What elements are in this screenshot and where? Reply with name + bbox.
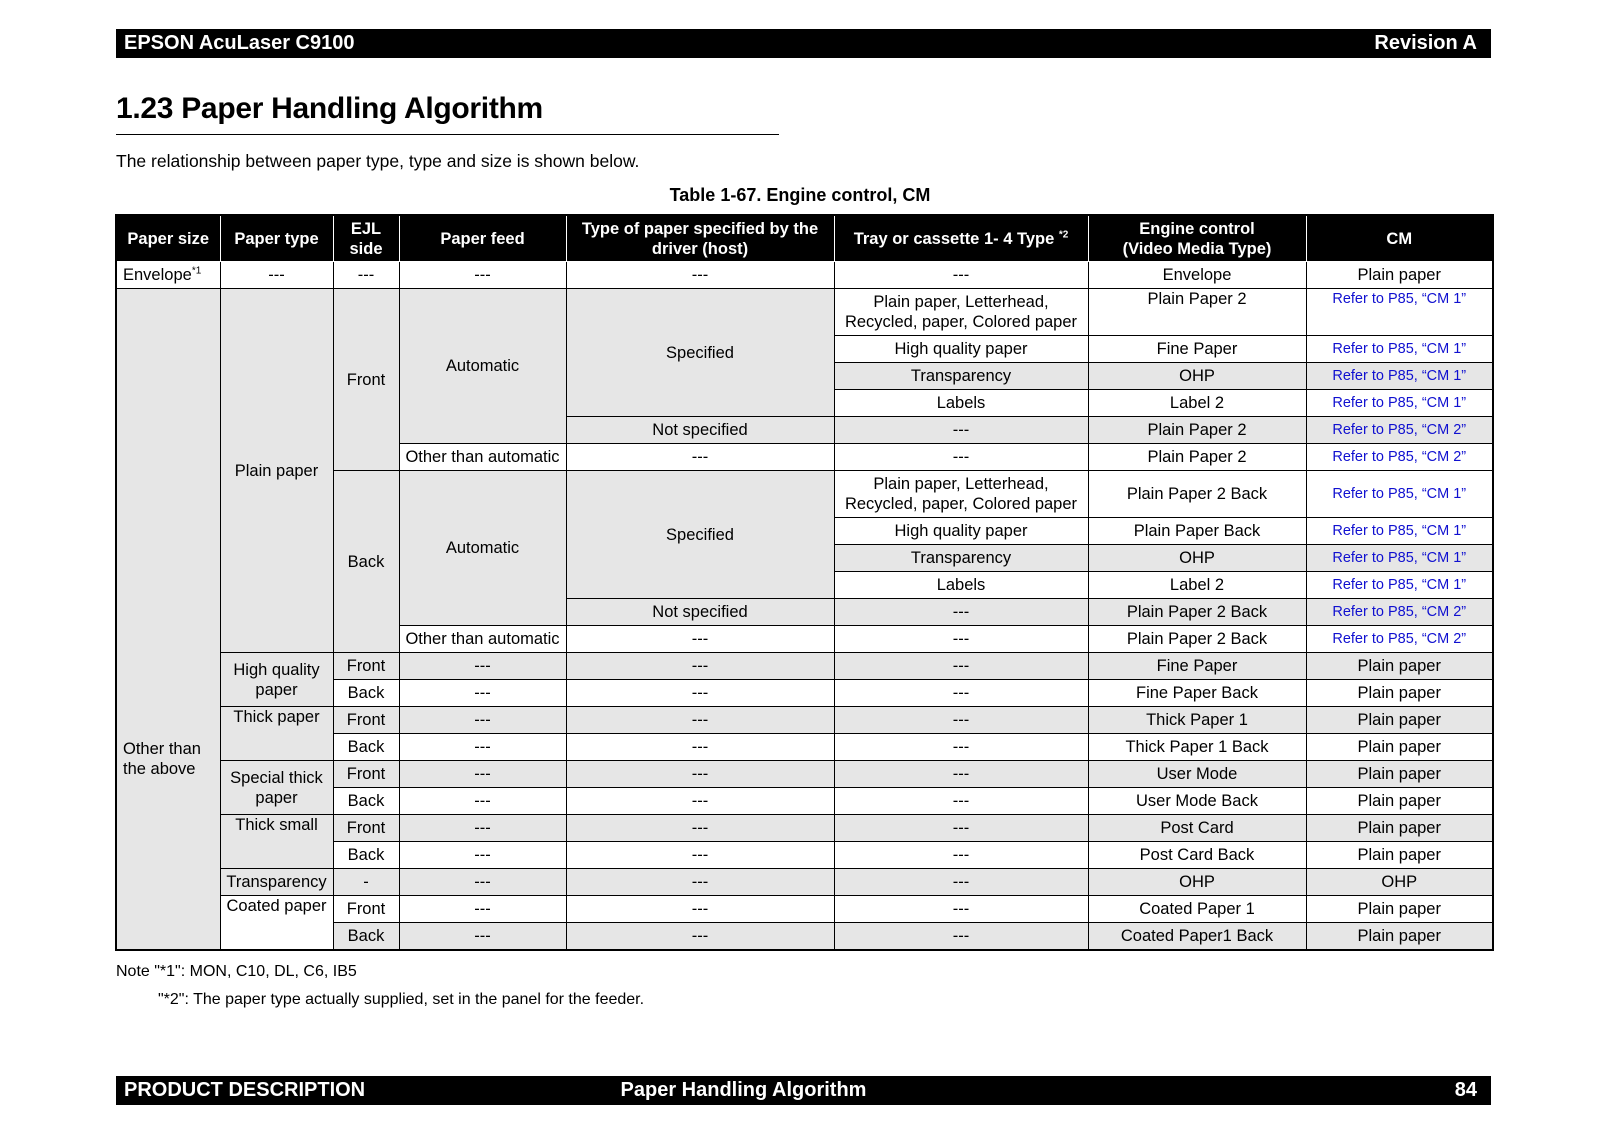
cell-paper-type: Thick small	[220, 815, 333, 869]
footer-section: PRODUCT DESCRIPTION	[124, 1079, 366, 1101]
cell: Thick Paper 1	[1088, 707, 1306, 734]
cell-paper-size	[116, 262, 220, 289]
cell: Plain paper	[1306, 923, 1493, 951]
cell: ---	[566, 869, 834, 896]
cell: Label 2	[1088, 572, 1306, 599]
footer-page-number: 84	[1454, 1079, 1477, 1101]
cm-link[interactable]: Refer to P85, “CM 2”	[1306, 417, 1493, 444]
cm-link[interactable]: Refer to P85, “CM 1”	[1306, 363, 1493, 390]
cell-paper-type-plain: Plain paper	[220, 289, 333, 653]
cell: ---	[566, 842, 834, 869]
cell-text: Special thick	[230, 768, 323, 787]
cell-engine: Plain Paper 2	[1088, 289, 1306, 336]
cell: Coated Paper1 Back	[1088, 923, 1306, 951]
table-row	[116, 869, 1493, 896]
cell-feed-automatic: Automatic	[399, 289, 566, 444]
cm-link[interactable]: Refer to P85, “CM 1”	[1306, 545, 1493, 572]
cell: Transparency	[834, 363, 1088, 390]
cell: Labels	[834, 572, 1088, 599]
cell-text: Recycled, paper, Colored paper	[844, 313, 1078, 331]
cell: ---	[399, 734, 566, 761]
cell: Other than automatic	[399, 444, 566, 471]
cell: Label 2	[1088, 390, 1306, 417]
table-row	[116, 707, 1493, 734]
cell: Labels	[834, 390, 1088, 417]
table-row	[116, 653, 1493, 680]
cell: ---	[399, 788, 566, 815]
table-row	[116, 262, 1493, 289]
cell-paper-type: Transparency	[220, 869, 333, 896]
cell: ---	[834, 444, 1088, 471]
cell: Plain Paper 2	[1088, 444, 1306, 471]
cell-text: High quality	[233, 660, 320, 679]
cell: ---	[566, 626, 834, 653]
cell: Plain paper	[1306, 761, 1493, 788]
cell-tray-plain	[834, 289, 1088, 336]
cell: ---	[566, 734, 834, 761]
cell: ---	[399, 896, 566, 923]
cell: ---	[834, 680, 1088, 707]
cell: ---	[566, 896, 834, 923]
cell: ---	[834, 653, 1088, 680]
cell: Fine Paper Back	[1088, 680, 1306, 707]
header-driver-type	[566, 215, 834, 262]
cell: Plain paper	[1306, 896, 1493, 923]
table-header-row	[116, 215, 1493, 262]
cell-text: the above	[123, 760, 196, 778]
header-tray-sup: *2	[1058, 229, 1069, 240]
cell: Front	[333, 761, 399, 788]
cell: ---	[399, 680, 566, 707]
table-row	[116, 761, 1493, 788]
cell: Back	[333, 734, 399, 761]
cell: Fine Paper	[1088, 653, 1306, 680]
header-ejl-line2: side	[349, 239, 383, 258]
page-title: 1.23 Paper Handling Algorithm	[116, 92, 543, 125]
cell: ---	[566, 761, 834, 788]
cell: Back	[333, 788, 399, 815]
cm-link[interactable]: Refer to P85, “CM 1”	[1306, 572, 1493, 599]
cell-feed-automatic: Automatic	[399, 471, 566, 626]
cell: ---	[399, 262, 566, 289]
cell: Plain Paper 2 Back	[1088, 599, 1306, 626]
cell: High quality paper	[834, 518, 1088, 545]
cm-link[interactable]: Refer to P85, “CM 1”	[1306, 336, 1493, 363]
cell-text: Plain paper, Letterhead,	[873, 475, 1049, 493]
header-cm: CM	[1306, 215, 1493, 262]
cm-link[interactable]: Refer to P85, “CM 1”	[1306, 518, 1493, 545]
cell: OHP	[1088, 545, 1306, 572]
cm-link[interactable]: Refer to P85, “CM 2”	[1306, 444, 1493, 471]
cell: Back	[333, 923, 399, 951]
cell: Plain Paper Back	[1088, 518, 1306, 545]
header-ejl-side	[333, 215, 399, 262]
cell-tray-plain	[834, 471, 1088, 518]
cell: Coated Paper 1	[1088, 896, 1306, 923]
cell: ---	[834, 262, 1088, 289]
cell: ---	[566, 653, 834, 680]
cell: ---	[834, 734, 1088, 761]
header-driver-line2: driver (host)	[651, 239, 749, 258]
table-row	[116, 815, 1493, 842]
cell-text: paper	[255, 680, 298, 699]
cell-text: paper	[255, 788, 298, 807]
cell: ---	[834, 599, 1088, 626]
cell: ---	[399, 761, 566, 788]
cell-paper-type	[220, 761, 333, 815]
cell: Plain paper	[1306, 734, 1493, 761]
cell: Front	[333, 896, 399, 923]
cell: OHP	[1088, 363, 1306, 390]
cell: Post Card	[1088, 815, 1306, 842]
cell-ejl-front: Front	[333, 289, 399, 471]
header-tray-type	[834, 215, 1088, 262]
cell: ---	[834, 417, 1088, 444]
header-driver-line1: Type of paper specified by the	[581, 219, 819, 238]
cell-text: Plain paper, Letterhead,	[873, 293, 1049, 311]
cm-link[interactable]: Refer to P85, “CM 1”	[1306, 471, 1493, 518]
cell-paper-type: Coated paper	[220, 896, 333, 951]
header-product: EPSON AcuLaser C9100	[124, 32, 355, 54]
cell-paper-type: Thick paper	[220, 707, 333, 761]
cell: ---	[399, 842, 566, 869]
cell-text: Other than	[123, 740, 201, 758]
intro-text: The relationship between paper type, type and size is shown below.	[116, 151, 640, 171]
cm-link[interactable]: Refer to P85, “CM 2”	[1306, 599, 1493, 626]
cell-ejl-back: Back	[333, 471, 399, 653]
cell: ---	[834, 842, 1088, 869]
header-paper-type: Paper type	[220, 215, 333, 262]
title-rule	[116, 134, 779, 135]
cell-text: Envelope	[123, 266, 192, 284]
cell-paper-type	[220, 653, 333, 707]
cm-link[interactable]: Refer to P85, “CM 1”	[1306, 390, 1493, 417]
cell: ---	[834, 923, 1088, 951]
cell: Back	[333, 842, 399, 869]
header-ejl-line1: EJL	[350, 219, 382, 238]
cell: Plain paper	[1306, 653, 1493, 680]
header-engine-control	[1088, 215, 1306, 262]
cell: OHP	[1306, 869, 1493, 896]
cell: OHP	[1088, 869, 1306, 896]
cell: User Mode	[1088, 761, 1306, 788]
cell: ---	[399, 707, 566, 734]
cell: Front	[333, 653, 399, 680]
page-footer	[116, 1076, 1491, 1105]
header-engine-line2: (Video Media Type)	[1122, 239, 1272, 258]
footer-topic: Paper Handling Algorithm	[620, 1079, 867, 1101]
header-paper-feed: Paper feed	[399, 215, 566, 262]
cell: User Mode Back	[1088, 788, 1306, 815]
cell: ---	[834, 626, 1088, 653]
cell: High quality paper	[834, 336, 1088, 363]
cell: ---	[834, 788, 1088, 815]
cell: ---	[834, 896, 1088, 923]
cell: Plain paper	[1306, 680, 1493, 707]
cell-paper-size-other	[116, 289, 220, 951]
cell: ---	[566, 262, 834, 289]
cell: Plain paper	[1306, 815, 1493, 842]
cell: Front	[333, 815, 399, 842]
cm-link[interactable]: Refer to P85, “CM 1”	[1306, 289, 1493, 336]
engine-control-table	[115, 214, 1494, 951]
page-header	[116, 29, 1491, 58]
footnote-2: "*2": The paper type actually supplied, set in the panel for the feeder.	[158, 991, 645, 1008]
cell: Other than automatic	[399, 626, 566, 653]
cell: Plain paper	[1306, 842, 1493, 869]
cell: ---	[834, 761, 1088, 788]
cell: Back	[333, 680, 399, 707]
header-revision: Revision A	[1374, 32, 1477, 54]
cell: ---	[834, 707, 1088, 734]
cell: ---	[566, 707, 834, 734]
cell-driver-specified: Specified	[566, 289, 834, 417]
table-row	[116, 896, 1493, 923]
cell: ---	[220, 262, 333, 289]
cell: Transparency	[834, 545, 1088, 572]
cell: ---	[399, 869, 566, 896]
cell: ---	[566, 923, 834, 951]
cell: ---	[834, 815, 1088, 842]
cell: Plain paper	[1306, 707, 1493, 734]
cell-driver-specified: Specified	[566, 471, 834, 599]
cell: Not specified	[566, 417, 834, 444]
cell: Not specified	[566, 599, 834, 626]
cell-engine: Plain Paper 2 Back	[1088, 471, 1306, 518]
footnote-1: Note "*1": MON, C10, DL, C6, IB5	[116, 963, 357, 980]
cell-text: Recycled, paper, Colored paper	[844, 495, 1078, 513]
cell: Post Card Back	[1088, 842, 1306, 869]
cell: ---	[566, 815, 834, 842]
cell: Front	[333, 707, 399, 734]
cell: Fine Paper	[1088, 336, 1306, 363]
cell: Plain Paper 2	[1088, 417, 1306, 444]
cell: Plain paper	[1306, 788, 1493, 815]
cell: Plain Paper 2 Back	[1088, 626, 1306, 653]
cell: Thick Paper 1 Back	[1088, 734, 1306, 761]
cell: ---	[834, 869, 1088, 896]
cell: ---	[566, 788, 834, 815]
cell-sup: *1	[191, 265, 202, 277]
cell: Envelope	[1088, 262, 1306, 289]
cell: ---	[399, 653, 566, 680]
cell: ---	[566, 444, 834, 471]
header-engine-line1: Engine control	[1139, 219, 1255, 238]
cell: ---	[333, 262, 399, 289]
header-paper-size: Paper size	[116, 215, 220, 262]
cell: ---	[399, 923, 566, 951]
header-tray-label: Tray or cassette 1- 4 Type	[853, 229, 1059, 248]
cell: ---	[566, 680, 834, 707]
cell: -	[333, 869, 399, 896]
cell: ---	[399, 815, 566, 842]
cm-link[interactable]: Refer to P85, “CM 2”	[1306, 626, 1493, 653]
cell: Plain paper	[1306, 262, 1493, 289]
table-caption: Table 1-67. Engine control, CM	[669, 185, 931, 205]
